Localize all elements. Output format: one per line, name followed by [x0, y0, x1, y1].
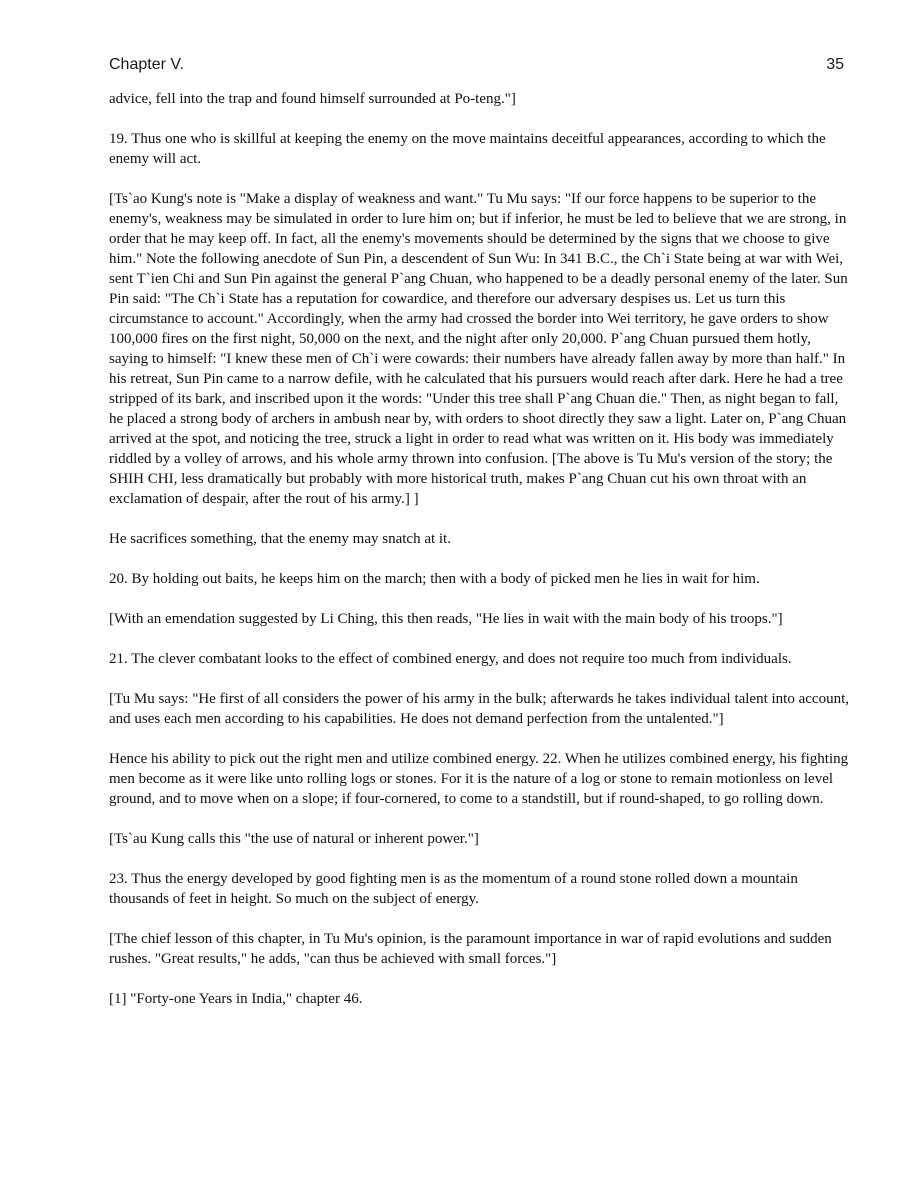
- paragraph: 20. By holding out baits, he keeps him on the march; then with a body of picked men he lies in wait for him.: [109, 571, 760, 587]
- paragraph: 21. The clever combatant looks to the effect of combined energy, and does not require too much from individuals.: [109, 651, 792, 667]
- paragraph: [With an emendation suggested by Li Ching, this then reads, "He lies in wait with the main body of his troops."]: [109, 611, 783, 627]
- paragraph: 19. Thus one who is skillful at keeping the enemy on the move maintains deceitful appearances, according to which the enemy will act.: [109, 131, 826, 167]
- page-number: 35: [826, 56, 844, 73]
- paragraph: advice, fell into the trap and found himself surrounded at Po-teng."]: [109, 91, 516, 107]
- paragraph: [Tu Mu says: "He first of all considers the power of his army in the bulk; afterwards he takes individual talent into account, and uses each men according to his capabilities. He does not demand perfection from the untalented."]: [109, 691, 849, 727]
- page-header: [109, 56, 844, 78]
- paragraph: He sacrifices something, that the enemy may snatch at it.: [109, 531, 451, 547]
- paragraph: [The chief lesson of this chapter, in Tu Mu's opinion, is the paramount importance in war of rapid evolutions and sudden rushes. "Great results," he adds, "can thus be achieved with small forces."]: [109, 931, 832, 967]
- footnote: [1] "Forty-one Years in India," chapter 46.: [109, 991, 363, 1007]
- paragraph: 23. Thus the energy developed by good fighting men is as the momentum of a round stone rolled down a mountain thousands of feet in height. So much on the subject of energy.: [109, 871, 798, 907]
- page-body: [109, 89, 849, 1029]
- chapter-title: Chapter V.: [109, 56, 185, 73]
- paragraph: Hence his ability to pick out the right men and utilize combined energy. 22. When he utilizes combined energy, his fighting men become as it were like unto rolling logs or stones. For it is the nature of a log or stone to remain motionless on level ground, and to move when on a slope; if four-cornered, to come to a standstill, but if round-shaped, to go rolling down.: [109, 751, 849, 807]
- paragraph: [Ts`au Kung calls this "the use of natural or inherent power."]: [109, 831, 479, 847]
- paragraph: [Ts`ao Kung's note is "Make a display of weakness and want." Tu Mu says: "If our force happens to be superior to the enemy's, weakness may be simulated in order to lure him on; but if inferior, he must be led to believe that we are strong, in order that he may keep off. In fact, all the enemy's movements should be determined by the signs that we choose to give him." Note the following anecdote of Sun Pin, a descendent of Sun Wu: In 341 B.C., the Ch`i State being at war with Wei, sent T`ien Chi and Sun Pin against the general P`ang Chuan, who happened to be a deadly personal enemy of the later. Sun Pin said: "The Ch`i State has a reputation for cowardice, and therefore our adversary despises us. Let us turn this circumstance to account." Accordingly, when the army had crossed the border into Wei territory, he gave orders to show 100,000 fires on the first night, 50,000 on the next, and the night after only 20,000. P`ang Chuan pursued them hotly, saying to himself: "I knew these men of Ch`i were cowards: their numbers have already fallen away by more than half." In his retreat, Sun Pin came to a narrow defile, with he calculated that his pursuers would reach after dark. Here he had a tree stripped of its bark, and inscribed upon it the words: "Under this tree shall P`ang Chuan die." Then, as night began to fall, he placed a strong body of archers in ambush near by, with orders to shoot directly they saw a light. Later on, P`ang Chuan arrived at the spot, and noticing the tree, struck a light in order to read what was written on it. His body was immediately riddled by a volley of arrows, and his whole army thrown into confusion. [The above is Tu Mu's version of the story; the SHIH CHI, less dramatically but probably with more historical truth, makes P`ang Chuan cut his own throat with an exclamation of despair, after the rout of his army.] ]: [109, 191, 848, 507]
